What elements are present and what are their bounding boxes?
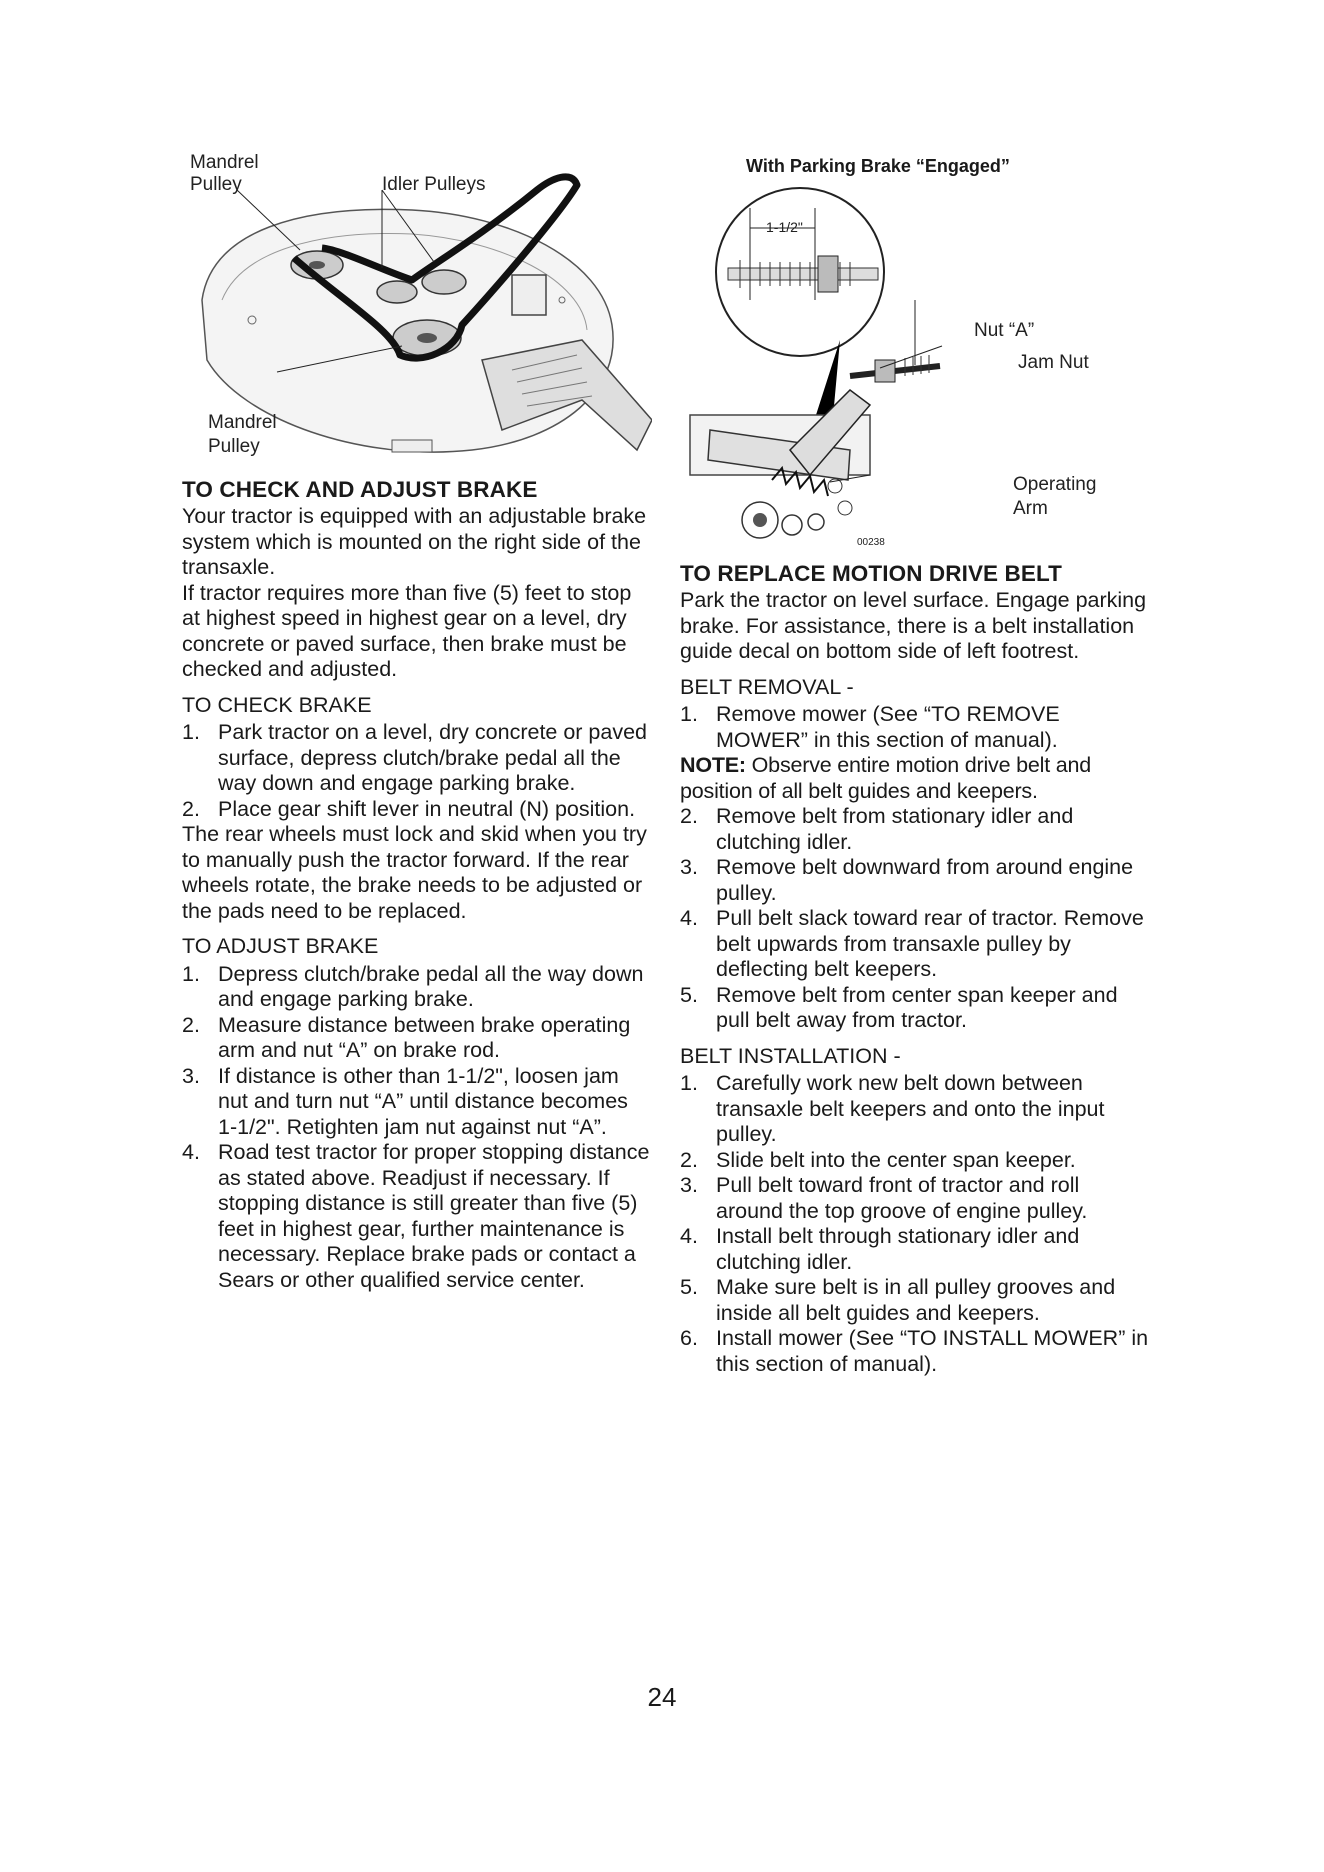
list-item: 6. Install mower (See “TO INSTALL MOWER” in this section of manual).	[680, 1326, 1149, 1376]
label-figure-code: 00238	[857, 537, 885, 548]
list-item: 3. Pull belt toward front of tractor and roll around the top groove of engine pulley.	[680, 1173, 1088, 1223]
note-label: NOTE:	[680, 753, 746, 777]
list-item: 2. Measure distance between brake operating arm and nut “A” on brake rod.	[182, 1012, 631, 1062]
label-mandrel-bottom: Mandrel	[208, 412, 277, 433]
label-operating: Operating	[1013, 474, 1097, 495]
note-text: Observe entire motion drive belt and position of all belt guides and keepers.	[680, 753, 1092, 803]
belt-removal-heading: BELT REMOVAL -	[680, 674, 854, 699]
adjust-brake-steps	[182, 962, 652, 1294]
belt-intro: Park the tractor on level surface. Engage parking brake. For assistance, there is a belt installation guide decal on bottom side of left footrest.	[680, 588, 1147, 663]
label-arm: Arm	[1013, 498, 1048, 519]
check-brake-heading: TO CHECK BRAKE	[182, 692, 372, 717]
list-item: 2. Slide belt into the center span keeper.	[680, 1147, 1076, 1172]
right-column	[680, 150, 1150, 1377]
belt-removal-steps	[680, 804, 1150, 1034]
left-column	[182, 150, 652, 1293]
list-item: 2. Remove belt from stationary idler and clutching idler.	[680, 804, 1074, 854]
label-nut-a: Nut “A”	[974, 320, 1035, 341]
label-mandrel-top: Mandrel	[190, 152, 259, 173]
brake-intro-2: If tractor requires more than five (5) feet to stop at highest speed in highest gear on a level, dry concrete or paved surface, then brake must be checked and adjusted.	[182, 580, 632, 681]
list-item: 1. Remove mower (See “TO REMOVE MOWER” in this section of manual).	[680, 702, 1060, 752]
list-item: 1. Depress clutch/brake pedal all the way down and engage parking brake.	[182, 961, 644, 1011]
adjust-brake-heading: TO ADJUST BRAKE	[182, 934, 379, 958]
list-item: 3. Remove belt downward from around engine pulley.	[680, 855, 1134, 905]
list-item: 4. Install belt through stationary idler and clutching idler.	[680, 1224, 1080, 1274]
list-item: 5. Make sure belt is in all pulley grooves and inside all belt guides and keepers.	[680, 1275, 1116, 1325]
list-item: 1. Park tractor on a level, dry concrete or paved surface, depress clutch/brake pedal all the way down and engage parking brake.	[182, 720, 648, 795]
list-item: 5. Remove belt from center span keeper and pull belt away from tractor.	[680, 982, 1118, 1032]
label-pulley-bottom: Pulley	[208, 436, 260, 457]
list-item: 3. If distance is other than 1-1/2", loosen jam nut and turn nut “A” until distance becomes 1-1/2". Retighten jam nut against nut “A”.	[182, 1063, 628, 1139]
label-dimension: 1-1/2"	[766, 219, 803, 235]
check-brake-steps	[182, 720, 652, 822]
list-item: 4. Road test tractor for proper stopping distance as stated above. Readjust if necessary. If stopping distance is still greater than five (5) feet in highest gear, further maintenance is necessary. Replace brake pads or contact a Sears or other qualified service center.	[182, 1140, 650, 1292]
brake-intro-1: Your tractor is equipped with an adjustable brake system which is mounted on the right side of the transaxle.	[182, 504, 647, 579]
mower-deck-figure	[182, 150, 652, 468]
label-pulley-top: Pulley	[190, 174, 242, 195]
brake-heading: TO CHECK AND ADJUST BRAKE	[182, 477, 538, 502]
brake-figure-caption: With Parking Brake “Engaged”	[746, 156, 1010, 176]
belt-install-heading: BELT INSTALLATION -	[680, 1043, 901, 1068]
belt-note	[680, 753, 1150, 804]
belt-heading: TO REPLACE MOTION DRIVE BELT	[680, 561, 1062, 586]
page-number: 24	[647, 1682, 677, 1712]
label-idler-pulleys: Idler Pulleys	[382, 174, 486, 195]
list-item: 1. Carefully work new belt down between transaxle belt keepers and onto the input pulley.	[680, 1071, 1105, 1146]
belt-install-steps	[680, 1071, 1150, 1377]
label-jam-nut: Jam Nut	[1018, 352, 1089, 373]
list-item: 2. Place gear shift lever in neutral (N) position.	[182, 796, 636, 821]
belt-removal-step-1	[680, 702, 1150, 753]
brake-figure	[680, 150, 1150, 558]
list-item: 4. Pull belt slack toward rear of tractor. Remove belt upwards from transaxle pulley by deflecting belt keepers.	[680, 906, 1144, 981]
check-brake-note: The rear wheels must lock and skid when you try to manually push the tractor forward. If the rear wheels rotate, the brake needs to be adjusted or the pads need to be replaced.	[182, 822, 647, 923]
